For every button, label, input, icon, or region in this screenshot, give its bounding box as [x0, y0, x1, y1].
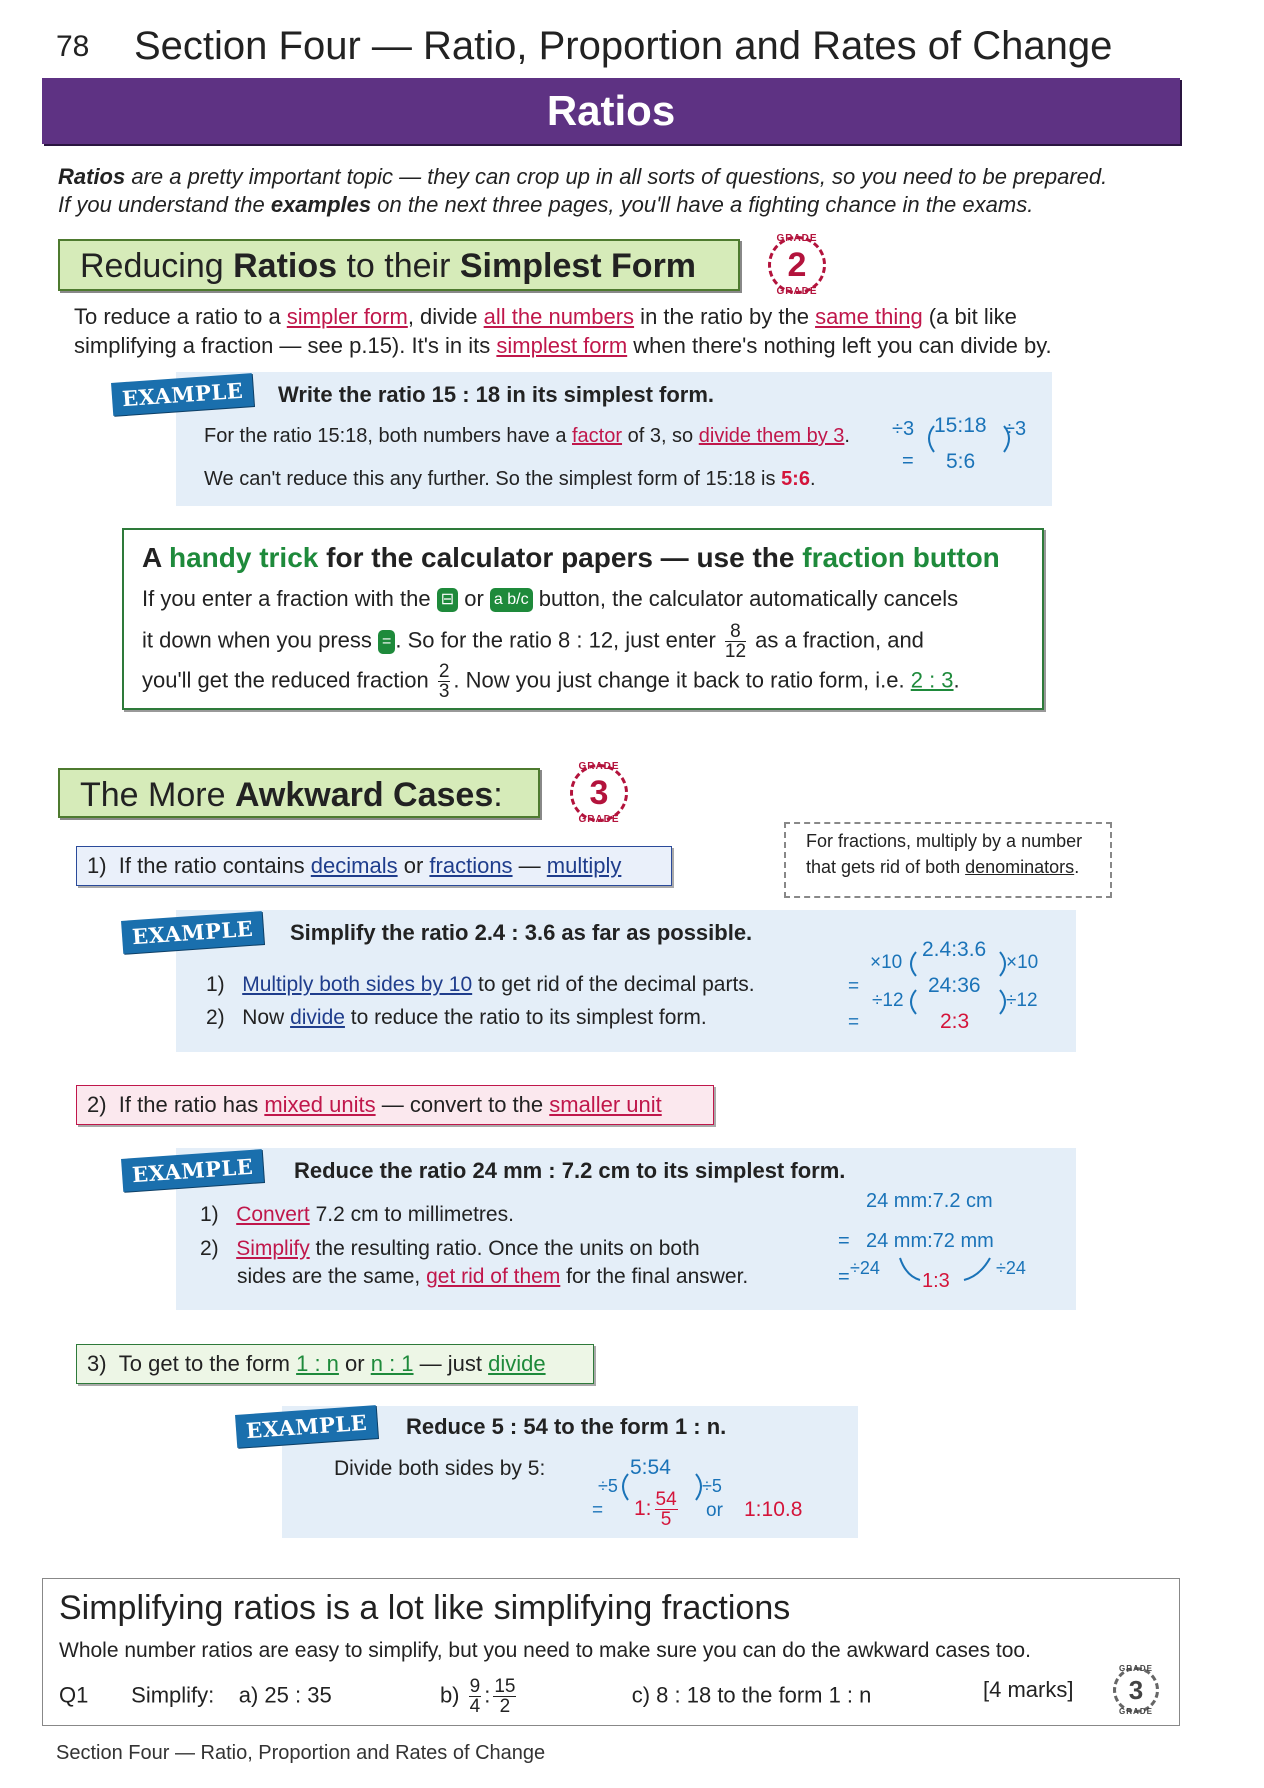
example4-title: Reduce 5 : 54 to the form 1 : n.: [406, 1414, 727, 1439]
heading-text: Reducing: [80, 247, 234, 285]
example-badge: EXAMPLE: [111, 373, 254, 416]
step-number: 1): [206, 973, 225, 996]
text: simplifying a fraction — see p.15). It's in its: [74, 333, 497, 358]
term-multiply-by-10: Multiply both sides by 10: [242, 973, 473, 996]
grade-label: GRADE: [578, 761, 620, 772]
denominator: 12: [724, 641, 747, 662]
page-number: 78: [56, 30, 90, 63]
text: button, the calculator automatically cancels: [532, 586, 959, 611]
marks: [4 marks]: [983, 1677, 1074, 1702]
section-heading-awkward-cases: [58, 768, 540, 818]
heading-text: to their: [337, 247, 460, 285]
text: .: [1074, 857, 1080, 877]
text: . So for the ratio 8 : 12, just enter: [395, 627, 722, 653]
text: If the ratio contains: [118, 853, 311, 878]
heading-bold: Awkward Cases: [234, 776, 494, 814]
grade-label: GRADE: [578, 814, 620, 825]
abc-key-icon: a b/c: [490, 588, 533, 612]
heading-text: :: [493, 776, 503, 814]
numerator: 15: [494, 1676, 516, 1697]
fraction-8-12: [725, 622, 746, 661]
work-ratio-1: 24 mm:7.2 cm: [866, 1190, 993, 1212]
text: or: [338, 1351, 371, 1376]
text: :: [484, 1682, 491, 1708]
work-op: ÷5: [598, 1476, 618, 1496]
text: or: [458, 586, 490, 611]
work-ratio-1: 2.4:3.6: [922, 938, 987, 961]
text: .: [809, 468, 816, 490]
term-simpler-form: simpler form: [286, 304, 408, 329]
work-op-left: ÷3: [892, 418, 915, 440]
example3-title: Reduce the ratio 24 mm : 7.2 cm to its simplest form.: [294, 1158, 846, 1183]
term-decimals: decimals: [310, 853, 398, 878]
term-simplify: Simplify: [236, 1237, 310, 1260]
term-get-rid-of-them: get rid of them: [426, 1265, 561, 1288]
fraction-15-2: [493, 1677, 516, 1716]
question-text: Simplify:: [131, 1682, 215, 1708]
grade-number: 3: [589, 773, 609, 812]
numerator: 2: [438, 661, 450, 682]
case1-box: [76, 846, 672, 886]
term-convert: Convert: [236, 1203, 310, 1226]
intro-paragraph: [58, 163, 1178, 219]
term-all-numbers: all the numbers: [483, 304, 635, 329]
text: A: [142, 542, 169, 573]
work-op: ÷24: [850, 1258, 880, 1278]
example1-line2: [204, 468, 816, 491]
term-mixed-units: mixed units: [264, 1092, 376, 1117]
heading-bold: Simplest Form: [459, 247, 697, 285]
fraction-key-icon: ⊟: [437, 588, 458, 612]
text: . Now you just change it back to ratio form, i.e.: [453, 667, 911, 693]
question-part-b: b): [439, 1682, 460, 1708]
text: If the ratio has: [118, 1092, 265, 1117]
text: as a fraction, and: [749, 627, 924, 653]
term-factor: factor: [572, 425, 623, 447]
text: We can't reduce this any further. So the simplest form of 15:18 is: [204, 468, 782, 490]
example1-title: Write the ratio 15 : 18 in its simplest form.: [278, 382, 715, 407]
intro-bold-examples: examples: [270, 192, 372, 217]
work-op: ÷12: [872, 990, 904, 1011]
work-eq: =: [848, 976, 860, 997]
work-op: ÷24: [996, 1258, 1026, 1278]
calculator-trick-box: [122, 528, 1044, 710]
section-title: Section Four — Ratio, Proportion and Rates of Change: [134, 24, 1113, 68]
case-number: 2): [87, 1092, 107, 1117]
example3-step2: [200, 1234, 700, 1263]
denominator: 3: [438, 681, 450, 702]
term-same-thing: same thing: [815, 304, 923, 329]
trick-line3: [142, 662, 960, 701]
trick-highlight: handy trick: [168, 542, 319, 573]
numerator: 8: [725, 622, 746, 642]
example2-step2: [206, 1003, 707, 1032]
text: in the ratio by the: [634, 304, 816, 329]
step-number: 2): [206, 1006, 225, 1029]
work-ratio-1: 5:54: [630, 1456, 671, 1479]
term-1-n: 1 : n: [296, 1351, 339, 1376]
text: to reduce the ratio to its simplest form.: [344, 1006, 707, 1029]
term-simplest-form: simplest form: [496, 333, 628, 358]
text: for the calculator papers — use the: [318, 542, 803, 573]
page-title: Ratios: [546, 87, 676, 134]
text: sides are the same,: [237, 1265, 427, 1288]
example-badge: EXAMPLE: [235, 1405, 378, 1448]
example2-title: Simplify the ratio 2.4 : 3.6 as far as possible.: [290, 920, 753, 945]
work-eq: =: [848, 1012, 860, 1033]
question-label: Q1: [59, 1682, 89, 1708]
text: .: [953, 667, 960, 693]
term-divide: divide: [290, 1006, 345, 1029]
work-answer: 2:3: [940, 1010, 970, 1033]
term-divide-by-3: divide them by 3: [698, 425, 845, 447]
text: for the final answer.: [560, 1265, 749, 1288]
text: , divide: [407, 304, 484, 329]
grade-label: GRADE: [776, 233, 818, 244]
work-ratio-2: 24 mm:72 mm: [866, 1230, 994, 1252]
text: 7.2 cm to millimetres.: [309, 1203, 514, 1226]
text: If you enter a fraction with the: [142, 586, 437, 611]
grade-label: GRADE: [1119, 1664, 1153, 1673]
text: the resulting ratio. Once the units on both: [309, 1237, 700, 1260]
intro-text-3: on the next three pages, you'll have a fighting chance in the exams.: [371, 192, 1034, 217]
grade-label: GRADE: [776, 286, 818, 297]
example3-step2-line2: [237, 1262, 748, 1291]
fraction-2-3: [438, 662, 451, 701]
work-op: ×10: [870, 952, 903, 973]
case-number: 1): [87, 853, 107, 878]
step-number: 1): [200, 1203, 219, 1226]
text: it down when you press: [142, 627, 379, 653]
grade-label: GRADE: [1119, 1707, 1153, 1716]
text: (a bit like: [922, 304, 1017, 329]
numerator: 9: [469, 1676, 481, 1697]
work-arrows: [880, 1252, 1000, 1292]
work-eq: =: [902, 450, 914, 472]
work-eq: =: [838, 1230, 850, 1252]
note-line: For fractions, multiply by a number: [806, 831, 1083, 851]
case2-box: [76, 1085, 714, 1125]
intro-text-1: are a pretty important topic — they can crop up in all sorts of questions, so you need to be prepared.: [125, 164, 1108, 189]
example-badge: EXAMPLE: [121, 1149, 264, 1192]
work-op: ÷5: [702, 1476, 722, 1496]
text: —: [512, 853, 547, 878]
question-part-c: c) 8 : 18 to the form 1 : n: [631, 1682, 872, 1708]
term-2-3: 2 : 3: [910, 667, 954, 693]
example1-line1: [204, 425, 850, 448]
grade-badge: [1113, 1664, 1159, 1716]
page-footer: Section Four — Ratio, Proportion and Rates of Change: [56, 1742, 546, 1764]
work-ratio-2: 24:36: [928, 974, 981, 997]
example3-step1: [200, 1200, 514, 1229]
summary-subtext: Whole number ratios are easy to simplify, but you need to make sure you can do the awkward cases too.: [59, 1639, 1031, 1662]
work-arrows: [910, 420, 1030, 460]
term-fractions: fractions: [429, 853, 513, 878]
work-arrows: [900, 946, 1020, 1026]
numerator: 54: [655, 1489, 677, 1510]
work-arrows: [612, 1470, 712, 1510]
term-denominators: denominators: [965, 857, 1075, 877]
example-badge: EXAMPLE: [121, 911, 264, 954]
text: or: [397, 853, 430, 878]
text: to get rid of the decimal parts.: [472, 973, 755, 996]
heading-text: The More: [80, 776, 235, 814]
equals-key-icon: =: [378, 630, 395, 654]
step-number: 2): [200, 1237, 219, 1260]
answer: 5:6: [781, 468, 810, 490]
text: — convert to the: [375, 1092, 550, 1117]
fraction-9-4: [469, 1677, 482, 1716]
text: For the ratio 15:18, both numbers have a: [204, 425, 572, 447]
example2-step1: [206, 970, 755, 999]
trick-line2: [142, 622, 924, 661]
fractions-note: [784, 822, 1112, 898]
intro-bold-ratios: Ratios: [58, 164, 126, 189]
grade-badge: [570, 761, 628, 825]
trick-line1: [142, 584, 958, 613]
term-divide: divide: [488, 1351, 546, 1376]
denominator: 5: [660, 1509, 672, 1530]
work-answer: 1:3: [922, 1270, 950, 1292]
term-multiply: multiply: [546, 853, 622, 878]
text: .: [844, 425, 850, 447]
title-bar: [42, 78, 1180, 144]
work-eq: =: [838, 1266, 850, 1288]
example4-text: Divide both sides by 5:: [334, 1457, 546, 1480]
text: To reduce a ratio to a: [74, 304, 287, 329]
text: that gets rid of both: [806, 857, 966, 877]
text: — just: [413, 1351, 489, 1376]
section1-paragraph: [74, 302, 1174, 360]
work-ratio-top: 15:18: [934, 414, 987, 437]
note-line: [806, 854, 1090, 880]
work-op: ×10: [1006, 952, 1039, 973]
grade-number: 3: [1128, 1674, 1144, 1705]
denominator: 2: [499, 1696, 511, 1717]
text: of 3, so: [622, 425, 699, 447]
trick-highlight: fraction button: [802, 542, 1000, 573]
question-row: [59, 1677, 1119, 1716]
case-number: 3): [87, 1351, 107, 1376]
text: you'll get the reduced fraction: [142, 667, 435, 693]
work-op-right: ÷3: [1004, 418, 1027, 440]
text: 1:: [634, 1497, 652, 1521]
denominator: 4: [469, 1696, 481, 1717]
work-ratio-bottom: 5:6: [946, 450, 976, 473]
trick-title: [142, 542, 1000, 574]
text: To get to the form: [118, 1351, 297, 1376]
text: Now: [242, 1006, 291, 1029]
intro-text-2: If you understand the: [58, 192, 271, 217]
work-eq: =: [592, 1500, 604, 1521]
term-n-1: n : 1: [370, 1351, 414, 1376]
work-op: ÷12: [1006, 990, 1038, 1011]
section-heading-simplest-form: [58, 239, 740, 291]
summary-box: [42, 1578, 1180, 1726]
grade-badge: [768, 233, 826, 297]
text: when there's nothing left you can divide by.: [627, 333, 1052, 358]
case3-box: [76, 1344, 594, 1384]
summary-heading: Simplifying ratios is a lot like simplifying fractions: [59, 1589, 791, 1627]
grade-number: 2: [787, 245, 807, 284]
work-or: or: [706, 1500, 723, 1521]
heading-bold: Ratios: [233, 247, 338, 285]
question-part-a: a) 25 : 35: [238, 1682, 332, 1708]
term-smaller-unit: smaller unit: [549, 1092, 662, 1117]
work-answer: 1:10.8: [744, 1498, 803, 1521]
